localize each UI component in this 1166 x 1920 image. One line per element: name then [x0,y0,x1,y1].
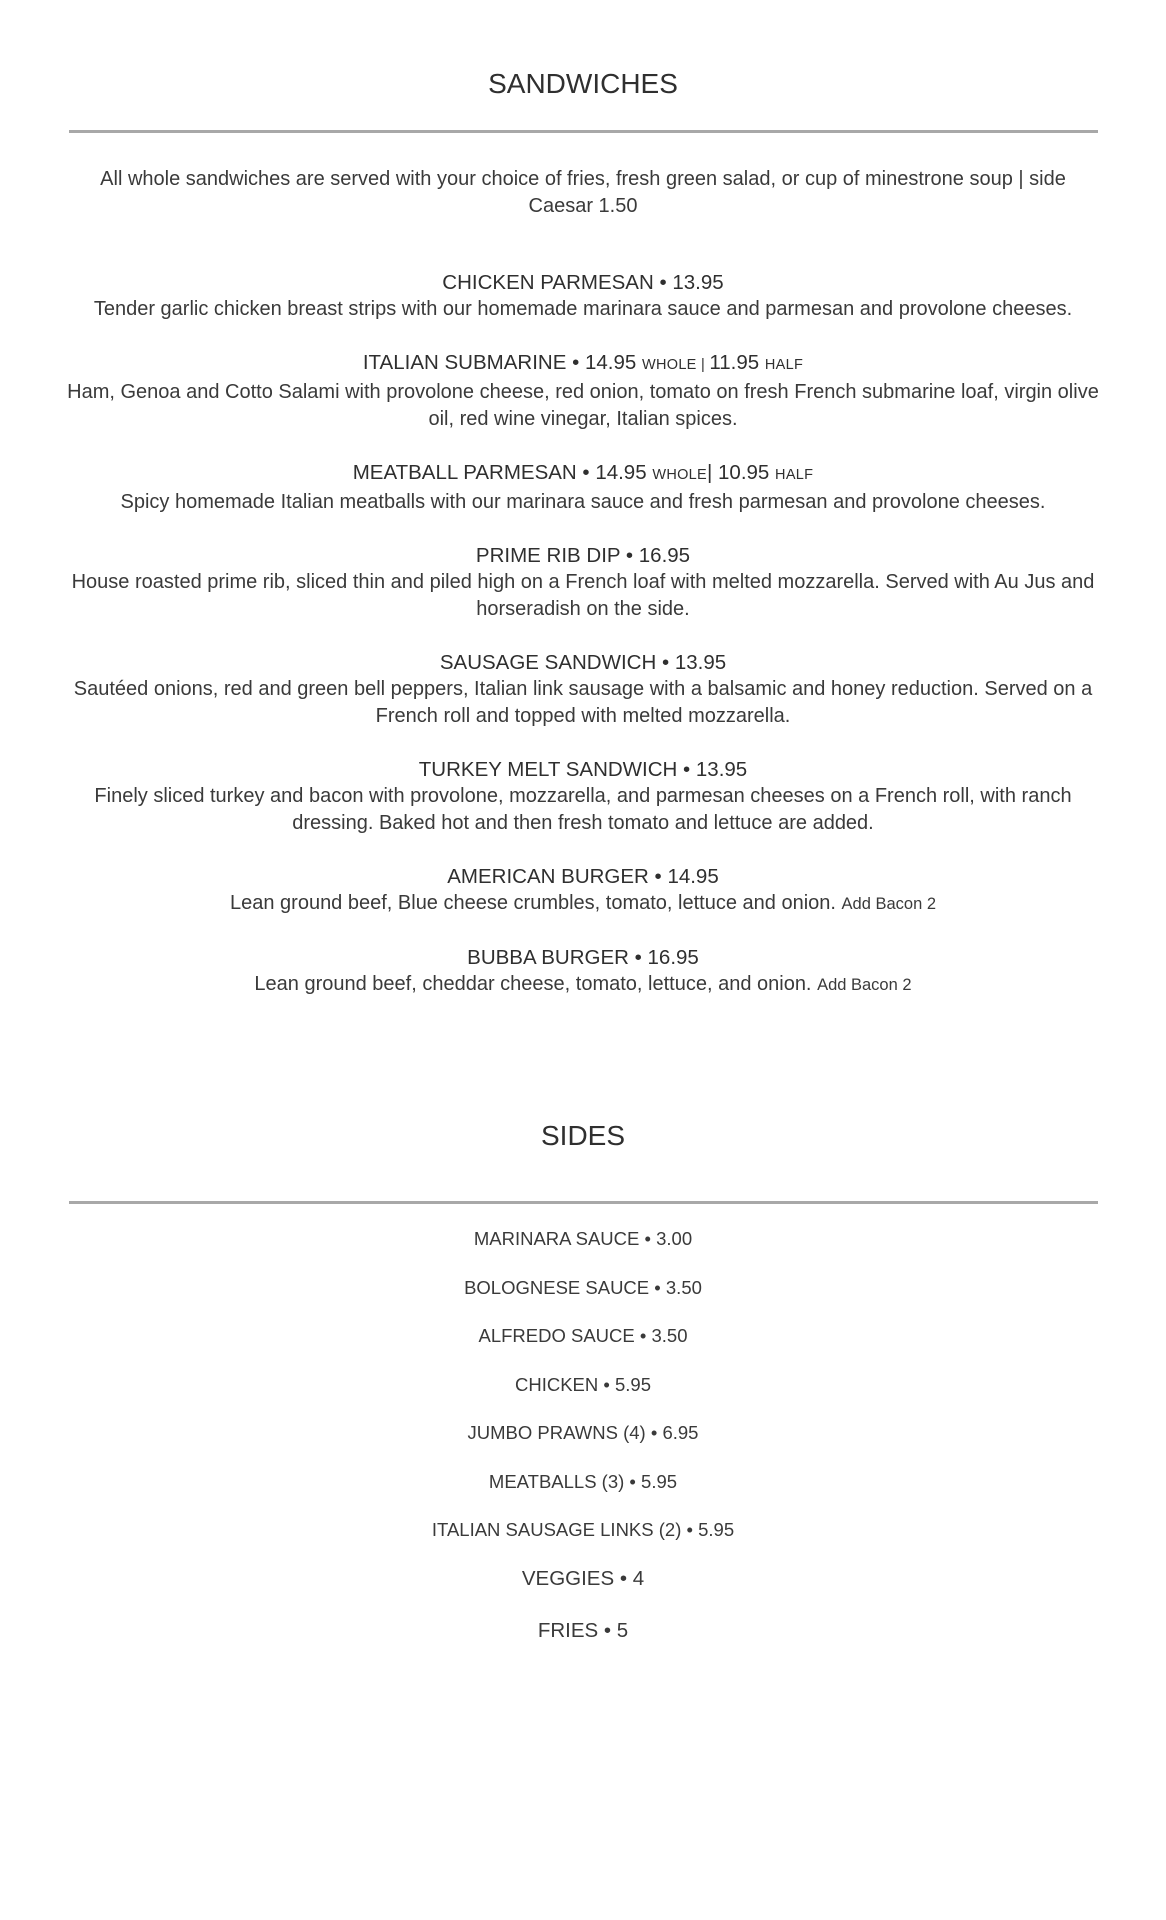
item-description: Tender garlic chicken breast strips with our homemade marinara sauce and parmesan and provolone cheeses. [93,298,1073,320]
half-label: HALF [764,357,804,373]
side-item: CHICKEN • 5.95 [514,1373,652,1395]
menu-item [64,459,1102,516]
side-item: ITALIAN SAUSAGE LINKS (2) • 5.95 [431,1519,735,1540]
item-price: 13.95 [674,651,727,674]
item-name: CHICKEN PARMESAN [442,271,654,294]
item-name: TURKEY MELT SANDWICH [418,758,678,781]
item-description: Spicy homemade Italian meatballs with our marinara sauce and fresh parmesan and provolone cheeses. [120,491,1046,513]
menu-item-title [64,944,1102,971]
item-name: SAUSAGE SANDWICH [439,651,657,674]
side-item: MARINARA SAUCE • 3.00 [473,1228,693,1249]
item-description [64,971,1102,999]
item-name: AMERICAN BURGER [447,865,649,888]
size-divider: | [696,357,710,373]
sides-divider [69,1201,1098,1204]
side-item: MEATBALLS (3) • 5.95 [488,1470,678,1492]
menu-item [64,944,1102,999]
item-price: 13.95 [672,271,724,294]
menu-item-title [64,349,1102,379]
addon-note: Add Bacon 2 [817,976,912,994]
sides-list [0,1225,1166,1669]
side-item: ALFREDO SAUCE • 3.50 [478,1325,688,1346]
menu-item-title [64,542,1102,569]
item-description: House roasted prime rib, sliced thin and piled high on a French loaf with melted mozzarella. Served with Au Jus and horseradish on the side. [71,571,1095,620]
menu-item-title [64,269,1102,296]
half-price: 11.95 [709,351,760,374]
item-price: 14.95 [667,865,719,888]
side-item: JUMBO PRAWNS (4) • 6.95 [467,1422,699,1443]
menu-item [64,269,1102,323]
sandwiches-heading: SANDWICHES [488,68,678,99]
item-description-text: Lean ground beef, cheddar cheese, tomato, lettuce, and onion. [254,973,812,995]
menu-item-title [64,756,1102,783]
size-divider: | [707,461,719,484]
menu-item [64,756,1102,837]
item-name: ITALIAN SUBMARINE [362,351,567,374]
half-label: HALF [775,467,814,483]
menu-item-title [64,863,1102,890]
item-price: 13.95 [695,758,748,781]
side-item: FRIES • 5 [537,1618,629,1642]
menu-item [64,863,1102,918]
menu-item [64,349,1102,433]
side-item: VEGGIES • 4 [521,1566,645,1590]
item-description-text: Lean ground beef, Blue cheese crumbles, tomato, lettuce and onion. [229,892,836,914]
half-price: 10.95 [718,461,770,484]
item-description: Ham, Genoa and Cotto Salami with provolone cheese, red onion, tomato on fresh French submarine loaf, virgin olive oil, red wine vinegar, Italian spices. [67,381,1099,430]
whole-label: WHOLE [641,357,697,373]
item-price: 16.95 [638,544,691,567]
item-description [64,890,1102,918]
sides-heading: SIDES [540,1120,626,1151]
menu-item [64,649,1102,730]
price-separator: • [628,946,648,969]
addon-note: Add Bacon 2 [841,895,937,913]
sandwiches-divider [69,130,1098,133]
item-description: Finely sliced turkey and bacon with provolone, mozzarella, and parmesan cheeses on a French roll, with ranch dressing. Baked hot and then fresh tomato and lettuce are added. [94,785,1072,834]
menu-item-title [64,459,1102,489]
price-separator: • [566,351,585,374]
item-name: MEATBALL PARMESAN [352,461,577,484]
sandwich-list [64,269,1102,1025]
price-separator: • [620,544,639,567]
item-description: Sautéed onions, red and green bell peppers, Italian link sausage with a balsamic and honey reduction. Served on a French roll and topped with melted mozzarella. [73,678,1093,727]
side-item: BOLOGNESE SAUCE • 3.50 [464,1276,702,1298]
menu-item [64,542,1102,623]
item-name: BUBBA BURGER [467,946,629,969]
item-price: 16.95 [647,946,699,969]
sandwiches-intro: All whole sandwiches are served with your choice of fries, fresh green salad, or cup of minestrone soup | side Caesar 1.50 [100,168,1066,217]
item-price: 14.95 [584,351,637,374]
menu-item-title [64,649,1102,676]
whole-label: WHOLE [652,467,707,483]
price-separator: • [656,651,675,674]
item-name: PRIME RIB DIP [475,544,621,567]
item-price: 14.95 [595,461,647,484]
price-separator: • [648,865,668,888]
price-separator: • [576,461,596,484]
price-separator: • [653,271,673,294]
price-separator: • [677,758,696,781]
